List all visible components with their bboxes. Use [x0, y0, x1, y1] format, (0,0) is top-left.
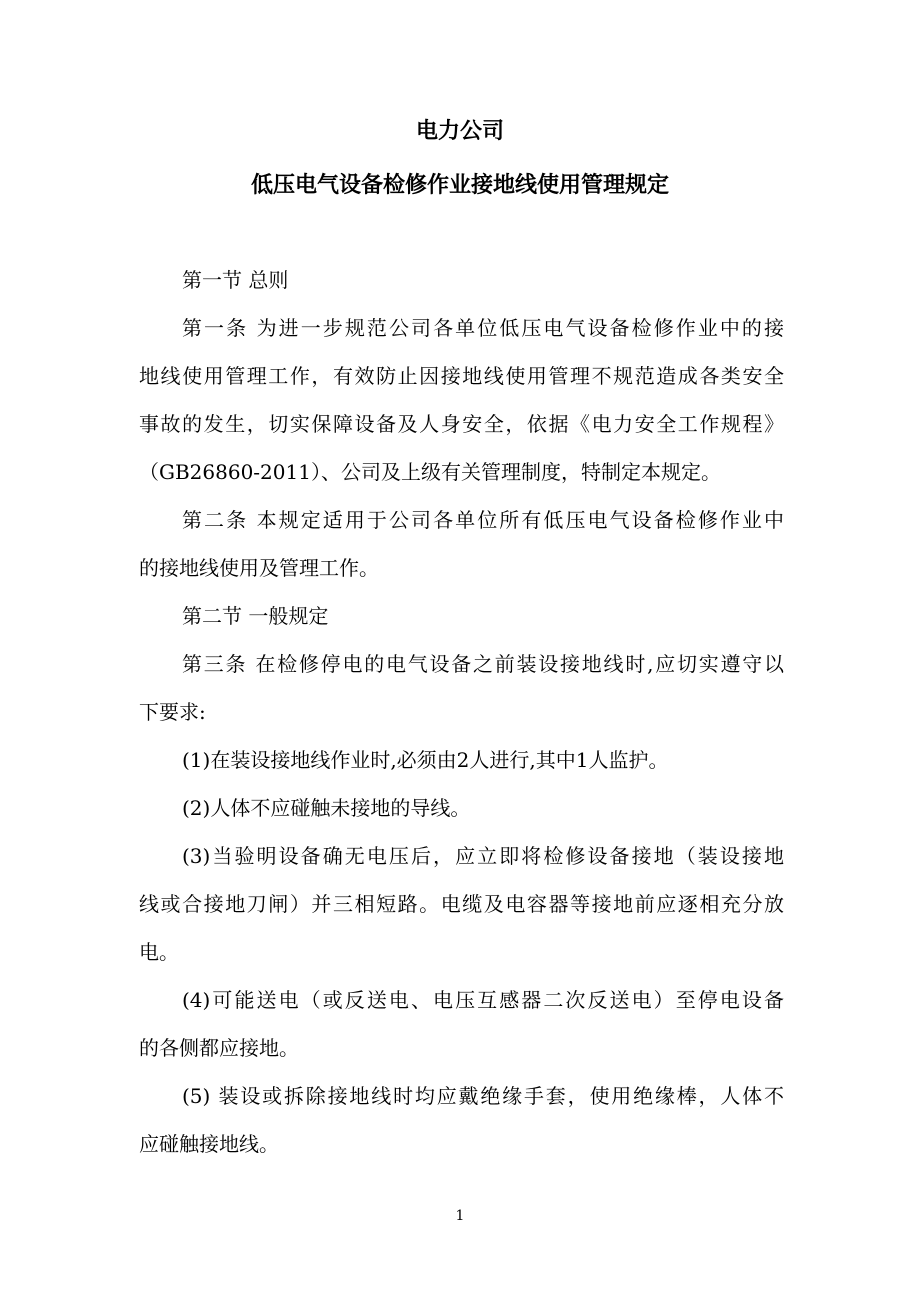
- requirement-item-5-line: 应碰触接地线。: [139, 1132, 279, 1156]
- article-2-line: 第二条 本规定适用于公司各单位所有低压电气设备检修作业中: [182, 508, 784, 532]
- section-heading-general: 第一节 总则: [182, 268, 289, 292]
- article-1-line: 事故的发生，切实保障设备及人身安全，依据《电力安全工作规程》: [139, 412, 784, 436]
- requirement-item-2: (2)人体不应碰触未接地的导线。: [182, 796, 471, 820]
- article-1-line: 地线使用管理工作，有效防止因接地线使用管理不规范造成各类安全: [139, 364, 784, 388]
- company-name: 电力公司: [415, 119, 504, 144]
- requirement-item-5-line: (5) 装设或拆除接地线时均应戴绝缘手套，使用绝缘棒，人体不: [182, 1084, 784, 1108]
- requirement-item-3-line: 电。: [139, 940, 179, 964]
- requirement-item-3-line: (3)当验明设备确无电压后，应立即将检修设备接地（装设接地: [182, 844, 784, 868]
- requirement-item-4-line: 的各侧都应接地。: [139, 1036, 299, 1060]
- article-3-line: 下要求:: [139, 700, 206, 724]
- requirement-item-4-line: (4)可能送电（或反送电、电压互感器二次反送电）至停电设备: [182, 988, 784, 1012]
- section-heading-general-rules: 第二节 一般规定: [182, 604, 329, 628]
- document-title: 低压电气设备检修作业接地线使用管理规定: [250, 173, 669, 198]
- article-2-line: 的接地线使用及管理工作。: [139, 556, 379, 580]
- article-3-line: 第三条 在检修停电的电气设备之前装设接地线时,应切实遵守以: [182, 652, 784, 676]
- article-1-line: 第一条 为进一步规范公司各单位低压电气设备检修作业中的接: [182, 316, 784, 340]
- requirement-item-1: (1)在装设接地线作业时,必须由2人进行,其中1人监护。: [182, 748, 669, 772]
- requirement-item-3-line: 线或合接地刀闸）并三相短路。电缆及电容器等接地前应逐相充分放: [139, 892, 784, 916]
- article-1-line: （GB26860-2011）、公司及上级有关管理制度，特制定本规定。: [139, 460, 721, 484]
- page-number: 1: [455, 1208, 465, 1224]
